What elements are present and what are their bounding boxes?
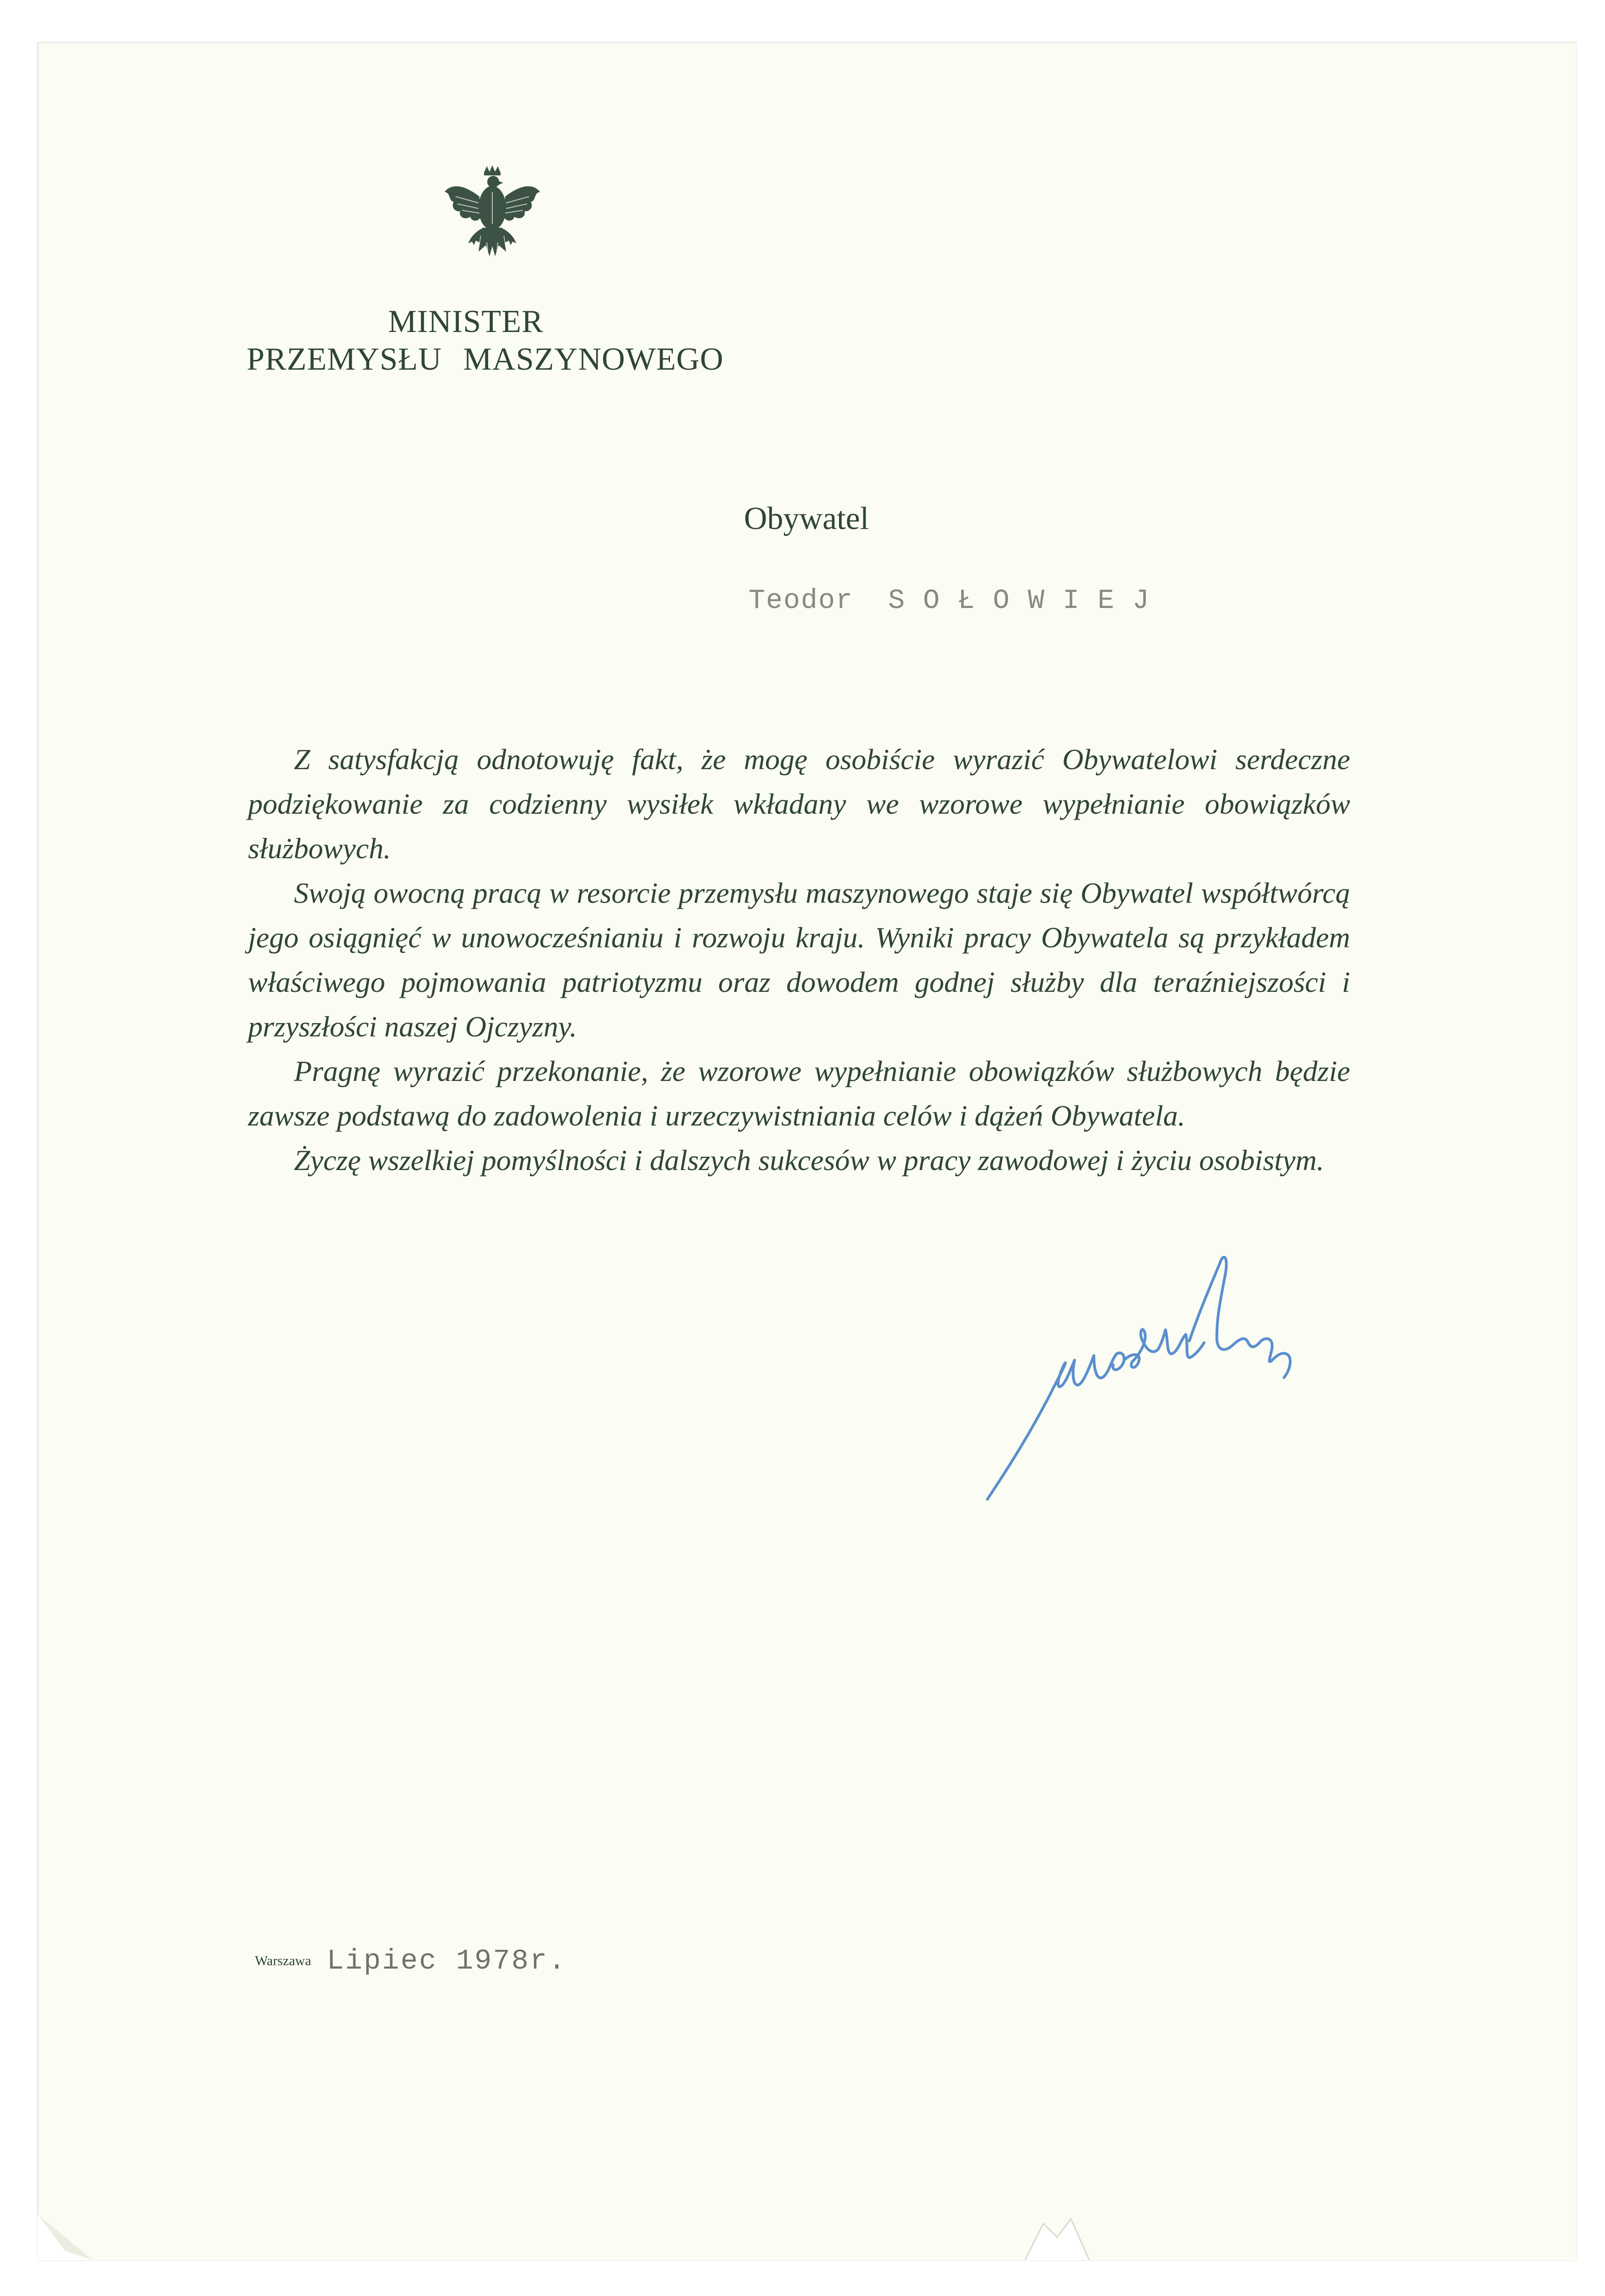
torn-edge-icon [1025, 2210, 1089, 2260]
folded-corner-icon [38, 2196, 107, 2260]
date-place: Warszawa [255, 1953, 311, 1969]
date-line [255, 1945, 567, 1977]
date-value: Lipiec 1978r. [327, 1945, 567, 1977]
body-paragraph: Z satysfakcją odnotowuję fakt, że mogę osobiście wyrazić Obywatelowi serdeczne podziękowanie za codzienny wysiłek wkładany we wzorowe wypełnianie obowiązków służbowych. [248, 743, 1350, 865]
letterhead-title-line1: MINISTER [388, 304, 544, 339]
salutation: Obywatel [744, 501, 869, 536]
body-paragraph: Pragnę wyrazić przekonanie, że wzorowe wypełnianie obowiązków służbowych będzie zawsze podstawą do zadowolenia i urzeczywistniania celów i dążeń Obywatela. [248, 1055, 1350, 1132]
body-paragraph: Swoją owocną pracą w resorcie przemysłu maszynowego staje się Obywatel współtwórcą jego osiągnięć w unowocześnianiu i rozwoju kraju. Wyniki pracy Obywatela są przykładem właściwego pojmowania patriotyzmu oraz dowodem godnej służby dla teraźniejszości i przyszłości naszej Ojczyzny. [248, 877, 1350, 1043]
letterhead-title [193, 303, 836, 378]
body-paragraph: Życzę wszelkiej pomyślności i dalszych sukcesów w pracy zawodowej i życiu osobistym. [294, 1144, 1324, 1176]
handwritten-signature-icon [974, 1249, 1359, 1506]
polish-eagle-emblem-icon [442, 164, 543, 270]
recipient-name: Teodor S O Ł O W I E J [749, 585, 1150, 617]
letter-body [248, 737, 1350, 1182]
letterhead-title-line2: PRZEMYSŁU MASZYNOWEGO [247, 342, 724, 377]
